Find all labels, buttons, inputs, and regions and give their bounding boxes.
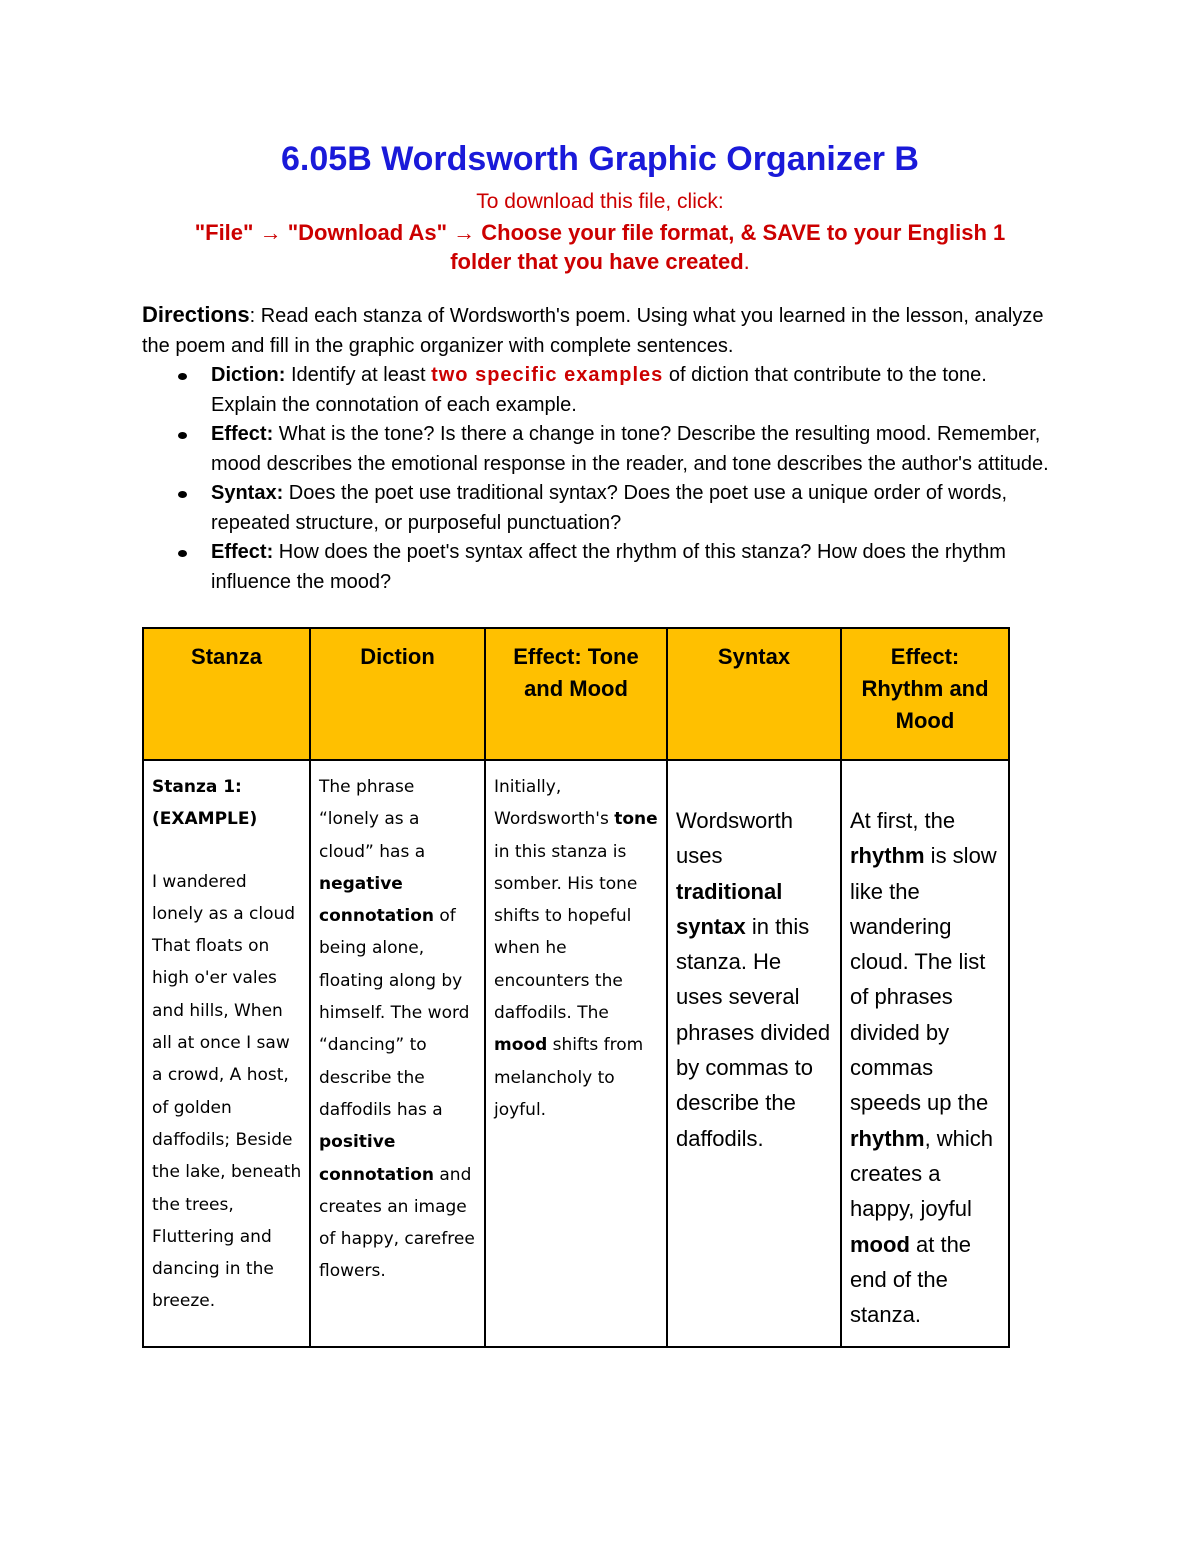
tone-text-3: shifts from melancholy to joyful. [494,1035,644,1120]
syntax-bold-1: traditional syntax [676,878,783,939]
download-steps [0,218,1200,276]
diction-text-2: of being alone, floating along by himself. The word “dancing” to describe the daffodils has a [319,906,470,1120]
bullet-syntax-label: Syntax: [211,482,284,504]
directions-label: Directions [142,302,250,327]
table-header-row [143,628,1009,760]
directions-list [142,361,1052,597]
bullet-effect-tone [142,420,1052,479]
bullet-diction-label: Diction: [211,364,286,386]
tone-text-1: Initially, Wordsworth's [494,777,615,830]
stanza-poem-text: I wandered lonely as a cloud That floats on high o'er vales and hills, When all at once I saw a crowd, A host, of golden daffodils; Beside the lake, beneath the trees, Fluttering and dancing in the breeze. [152,871,302,1312]
page-title: 6.05B Wordsworth Graphic Organizer B [281,140,919,178]
bullet-effect-rhythm-label: Effect: [211,541,274,563]
tone-bold-1: tone [614,809,658,830]
syntax-text-1: Wordsworth uses [676,808,793,869]
header-syntax: Syntax [667,628,841,760]
cell-rhythm-mood [841,760,1009,1347]
diction-bold-2: positive connotation [319,1132,434,1185]
syntax-text-2: in this stanza. He uses several phrases divided by commas to describe the daffodils. [676,913,831,1151]
stanza-spacer [152,836,303,866]
stanza-label: Stanza 1: [152,777,242,797]
cell-stanza [143,760,310,1347]
download-instruction: To download this file, click: [476,190,724,213]
diction-bold-1: negative connotation [319,873,434,927]
bullet-effect-tone-label: Effect: [211,423,274,445]
rhythm-bold-3: mood [850,1231,910,1257]
diction-text-3: and creates an image of happy, carefree flowers. [319,1164,475,1282]
header-diction: Diction [310,628,485,760]
tone-bold-2: mood [494,1035,548,1056]
stanza-example-tag: (EXAMPLE) [152,809,258,830]
bullet-diction-text-pre: Identify at least [285,364,432,386]
rhythm-text-2: is slow like the wandering cloud. The list of phrases divided by commas speeds up the [850,843,997,1116]
cell-syntax [667,760,841,1347]
bullet-syntax-text: Does the poet use traditional syntax? Does the poet use a unique order of words, repeated structure, or purposeful punctuation? [211,482,1008,534]
rhythm-text-4: at the end of the stanza. [850,1231,972,1328]
graphic-organizer-table [142,627,1010,1348]
tone-text-2: in this stanza is somber. His tone shifts to hopeful when he encounters the daffodils. The [494,841,638,1024]
download-steps-line-1: "File" → "Download As" → Choose your file format, & SAVE to your English 1 [194,220,1006,245]
header-stanza: Stanza [143,628,310,760]
bullet-effect-tone-text: What is the tone? Is there a change in tone? Describe the resulting mood. Remember, mood describes the emotional response in the reader, and tone describes the author's attitude. [211,423,1049,475]
download-steps-line-2-text: folder that you have created [450,249,744,274]
bullet-syntax [142,479,1052,538]
download-steps-period: . [743,249,750,274]
bullet-diction [142,361,1052,420]
header-tone-mood: Effect: Tone and Mood [485,628,667,760]
bullet-diction-highlight: two specific examples [431,364,664,386]
bullet-diction-text-post: of diction that contribute to the tone. Explain the connotation of each example. [211,364,987,416]
cell-tone-mood [485,760,667,1347]
directions-text: : Read each stanza of Wordsworth's poem. Using what you learned in the lesson, analyze the poem and fill in the graphic organizer with complete sentences. [142,305,1044,357]
rhythm-text-1: At first, the [850,808,956,833]
header-rhythm-mood: Effect: Rhythm and Mood [841,628,1009,760]
rhythm-bold-1: rhythm [850,843,925,869]
rhythm-bold-2: rhythm [850,1125,925,1151]
bullet-effect-rhythm-text: How does the poet's syntax affect the rhythm of this stanza? How does the rhythm influence the mood? [211,541,1006,593]
rhythm-text-3: , which creates a happy, joyful [850,1125,994,1222]
cell-diction [310,760,485,1347]
diction-text-1: The phrase “lonely as a cloud” has a [319,777,426,862]
bullet-effect-rhythm [142,538,1052,597]
table-row [143,760,1009,1347]
download-steps-line-2 [0,247,1200,276]
directions-paragraph [142,300,1052,361]
directions [142,300,1052,597]
